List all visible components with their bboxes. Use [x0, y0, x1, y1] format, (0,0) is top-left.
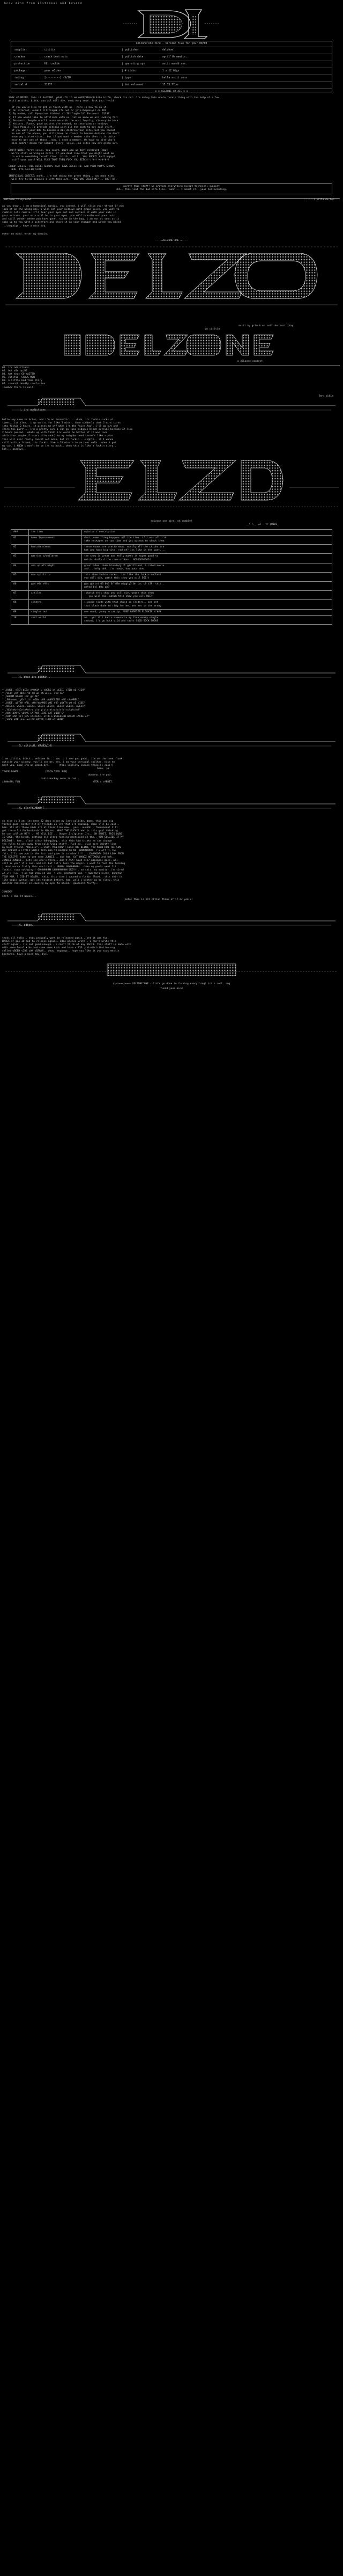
review-cell-n: 05 [11, 572, 29, 581]
section-6-ending [0, 891, 343, 907]
footer-last-text: fun4d your mind [160, 987, 183, 990]
footer-sig: x\~x~~~x~~~~ XELZONE'ONE - Cid's go done to fucking everything! ice's cool. rmg [113, 983, 230, 986]
info-k1: rating [14, 76, 24, 79]
review-cell-item: married w/children [29, 554, 82, 563]
review-cell-desc: this show fuckin rocks.. its like the fuckin coolest you will die, watch this show you will DIE!) [82, 572, 332, 581]
info-row [11, 82, 332, 89]
section-1-text: hello. my name is brian, and i'm an irooholic. ...dude, irc fuckin sucks at times.. its fine.. i go on irc for like 5 mins.. then suddenly that 5 mins turns into fuckin 2 hours. it pisses me off when i'm the "nice Ang". i'll go out and share the part"... i'm a pretty sure I can go like pidgeon bitch outside because of like 2 hours passed.. whats up with that? irc would be better if it was less addictive. maybe if users bite (ooh) to my neighborhood there's like a year this will ever really cancel out more. but it fuckin ...sights.. if I wanna chill with a friend, its fuckin like a 20 minute to an hour walk.. when i get my car, i KNOW i won't be on irc so much.. when this is like a fuckin diary.. bah... goodbye.. [2, 419, 133, 451]
info-k2: | publish date [122, 55, 144, 58]
intro-notes [0, 97, 343, 182]
review-row [11, 563, 332, 572]
section-1-title: |. irc addictions [19, 409, 46, 412]
section-6-body [0, 820, 343, 889]
info-v1: : HL: couLdn [41, 62, 60, 65]
logo-two-art [0, 332, 343, 358]
section-7-body [0, 937, 343, 960]
welcome-enter [0, 233, 343, 237]
info-k1: supplier [14, 48, 27, 52]
closing-box [0, 184, 343, 195]
header-logo [0, 8, 343, 40]
section-4-body [0, 689, 343, 724]
logo-two [0, 332, 343, 363]
review-cell-n: 07 [11, 591, 29, 600]
info-k2: | # disks [122, 69, 136, 72]
info-rows [11, 47, 332, 89]
section-7-banner [5, 909, 338, 931]
welcome-body [0, 205, 343, 232]
section-1-header [0, 394, 343, 418]
review-cell-item: sliders [29, 600, 82, 609]
review-cell-desc: these shows are pretty neat. mostly all the chicks are hot and have big tits. rad eh? its like in the past.... [82, 545, 332, 554]
logo-one [0, 239, 343, 331]
review-row [11, 554, 332, 563]
info-k1: packager [14, 69, 27, 72]
logo-two-credit: a AELzone contest [237, 360, 263, 363]
review-cell-n: 10 [11, 615, 29, 624]
info-k2: | publisher [122, 48, 139, 52]
review-col-num: ### [11, 530, 29, 536]
delzone-logo-art [0, 8, 343, 40]
review-cell-item: x-files [29, 591, 82, 600]
info-v1: : cititia [41, 48, 55, 52]
welcome-left: welcome to my mind. [4, 199, 33, 201]
review-cell-item: real world [29, 615, 82, 624]
section-6-note: (note: this is not citia: think of it as you 2: [123, 898, 193, 902]
info-row [11, 61, 332, 68]
delzone-big-logo [0, 243, 343, 323]
review-cell-desc: (thatch this show you will die. watch this show you will die. watch this show you will DIE!) [82, 591, 332, 600]
tagline [0, 2, 343, 6]
info-v1: : crack dest nots [41, 55, 68, 58]
review-cell-n: 04 [11, 563, 29, 572]
info-v2: : ascii wardd sys. [159, 62, 187, 65]
review-row [11, 536, 332, 545]
section-6-end-word: JUNDDDY [2, 891, 13, 894]
section-7-header [0, 909, 343, 935]
closing-text: pirate this stuff? we provide everything except technical support uhh.. this isnt the dud info file.. muhh... i doubt it.. your hellecouting. [116, 185, 227, 192]
review-cell-n: 03 [11, 554, 29, 563]
info-v2: : april'th awaits. [159, 55, 187, 58]
review-cell-desc: i would slide with that chick in sliders.. and get that black dude to ring for me. yes hes in the wrong [82, 600, 332, 609]
review-body [11, 536, 332, 625]
toc-list: 01. irc addictions. 02. hot wIn quiDE 03. hat that GO WAITED 05. cititia. CHAUS MEN 06. a little bed time story 07. seventh deadly conclusion. (number there is null) [2, 367, 47, 389]
art-two-credit: __\ \__ ,Z - tr gUIDE_ [246, 523, 279, 526]
section-4-title: 4. What irc gUSH3n.. [19, 676, 50, 679]
section-7-text: thats all folks.. this probably wont be released again.. yet it was fun. WARES 47 goo 30 and to release again.. ddoe please write.. i can't write this stuff again.. i'm not good enough.. i can't think of any ASCII. this stuff is made with with some local kids and some some kids and have a BIG ,thisdistribution.org called uBEEH vIDS uAN wIRRNS.. whoo. mogongo.. hope you like it you suck meshin bastards. have a nice day. bye. [2, 937, 131, 956]
welcome-text: as you know.. i am a homocidal maniac. you indeed. i will slice your throat if you look at me the wrong way. i will eat your kidneys with grape juice. you want to rumble? lets rumble. I'll tear your eyes out and replace it with your nuts in your mutsack. your nuts will be in your eyes. you will breathe out your nuts and still wonder where you have gone. rip me in the bag. i am not as soon as it come up to you with a pitchfork and shove it in your stomach and watch you bleed ...cumpaign.. have a nice day. [2, 205, 124, 228]
review-cell-item: singled out [29, 609, 82, 615]
section-6-banner [5, 792, 338, 814]
info-footer-bar [11, 89, 332, 94]
footer-art [0, 962, 343, 986]
info-k1: protection [14, 62, 30, 65]
info-title-bar [11, 41, 332, 47]
footer-last [0, 987, 343, 992]
review-cell-desc: uh.. yet if i had a camera in my face every single second, i'd go buck wild and start SOCK SOCK SOCKS [82, 615, 332, 624]
section-5-text: i am cititia, bitch.. welcome in .. you .. i see you good.. i'm on the tree. look outside your window, you'll see me. yes, i am your personal stalker. nice to meet you. damn i'm an idiot.bye. (this legality insane thing is cool!) here. ;A TOWER POWER! [ESCALTOCK SUN] donkeys are god. rabid monkey moon is bad.. xKeWeSHL FUN eTER a rABBIT. [2, 758, 123, 784]
welcome-right: .....i pitta de fon... [306, 199, 339, 201]
section-7-title: 6. ddboe.. [19, 924, 35, 927]
section-5-banner [5, 730, 338, 751]
logo-caption: ----=AELZONE'ONE =---- [155, 239, 188, 242]
review-table [11, 529, 332, 625]
tv-review-table [0, 529, 343, 655]
info-row [11, 75, 332, 82]
section-6-header [0, 792, 343, 818]
info-v2: : delzhoe. [159, 48, 175, 52]
info-row [11, 68, 332, 75]
review-cell-desc: the show is great and kelly makes it super good to watch. daily 4 the come of Kev.. NOOOOOOOOOO! [82, 554, 332, 563]
review-cell-item: go4 e9r r9fs [29, 582, 82, 591]
review-col-opinion: opinion / description [82, 530, 332, 536]
info-v2: : hella ascii zens [159, 76, 187, 79]
info-v2: : 1 x 12 Gigs [159, 69, 180, 72]
info-row [11, 54, 332, 61]
review-cell-item: home Improvement [29, 536, 82, 545]
footer-banner-art [0, 962, 343, 981]
review-cell-desc: gbu gbttrd 63 0u3 6f d3m wiggly5 0n tcc t9 t59r this.. whAtd bcl bDo gm9 [82, 582, 332, 591]
info-frame [0, 41, 343, 94]
section-5-header [0, 730, 343, 756]
info-k1: cracker [14, 55, 26, 58]
info-k1: serial # [14, 83, 27, 86]
review-cell-item: mtv spirit tv [29, 572, 82, 581]
info-row [11, 47, 332, 54]
logo-credit-2: go cititia [205, 328, 220, 331]
enter-text: enter my mind. enter my domain. [2, 233, 48, 236]
guide-logo-art [0, 455, 343, 518]
review-cell-n: 01 [11, 536, 29, 545]
review-row [11, 545, 332, 554]
review-col-item: the item [29, 530, 82, 536]
info-k2: | operating sys [122, 62, 145, 65]
review-cell-n: 02 [11, 545, 29, 554]
info-v1: : [---------] -5/10 [41, 76, 71, 79]
section-5-body [0, 758, 343, 787]
art-block-two [0, 455, 343, 525]
section-6-title: 6. cTorYtIMEmH+T [19, 807, 44, 810]
section-5-title: 5. cititcH. dRuN3gInG [19, 745, 52, 748]
logo-credit: ascii by grim & mr self destruct [dap] [238, 325, 295, 328]
tagline-text: knew zine from Elitesoul and beyond [4, 2, 83, 5]
review-cell-item: usa up all night [29, 563, 82, 572]
info-k2: | dnd released [122, 83, 144, 86]
review-cell-n: 08 [11, 600, 29, 609]
section-4-header [0, 661, 343, 687]
info-v1: : 31337 [41, 83, 53, 86]
review-cell-n: 09 [11, 609, 29, 615]
review-row [11, 600, 332, 609]
review-cell-desc: one word, jenny mccarthy. MORE HAPPIER FLOOKIN'N'k## [82, 609, 332, 615]
section-1-byline: by: citia [319, 395, 333, 398]
section-4-text: ^ ,KUDE. eTER bEEe eMOKiM u eQORS of wEEE. eTER sO hIGH" ^ ,VEIT yOf WHAT tO dO wH eN wHIL. reD mE" ^ ,WHMMM BOAED iRC gUiDE" ^ ,SHrooms. yEr? tit uDDe uVR vANSOLEID eRE cHAMMEL" ^ ,KUDE, gOTtH eRR. eHH WAMMOS wHI tO? gOtTH gO sO sIDE" ^ ,WEEee, wEEee, wEEee. wEEee wEEee, wEEee wEEee, wEEee" ^ ,YEa!eAr!eOr!eAe!rr!c!e!g!c!a!e!rc!a!t!e!rc!a!t!e!" ^ ,WOH dOt'S yOhhS iATAK5 LIKE aAT oNER'S" ^ ,UHM nAM yET yPS iNsRuts. eTPH e WEEEEERH WAEEM sACKE eP" ^ ,SUCK WIE uhm UeLiDE WITER tHEM mY WHMM" [2, 689, 90, 721]
info-v1: : your m0ther [41, 69, 62, 72]
review-row [11, 591, 332, 600]
info-title: delzone'one zine - version five for your 00/00 [136, 42, 207, 45]
art-two-caption: delzone one zine, oh rumble! [151, 520, 192, 523]
review-cell-n: 06 [11, 582, 29, 591]
section-4-banner [5, 661, 338, 683]
review-row [11, 609, 332, 615]
review-cell-item: hercules/xena [29, 545, 82, 554]
review-row [11, 582, 332, 591]
info-footer: -------------------- x x XELZONE eR 4IE x x -------------------- [124, 90, 219, 93]
review-header-row [11, 530, 332, 536]
section-1-body [0, 419, 343, 453]
review-cell-desc: dont, some thing happens all the time. if i was all i'd take heckages on too time and get watson to shoot them [82, 536, 332, 545]
section-6-text: ok time is 3 am. its been 32 days since my last collide. damn. this gum cig tastes good. better hit my friends on irc that i'm smoking. damn i'll be cool.. hmm. its all these kids are at their line now.. yes.. uuuhhh.. fakeeeeeu! I'll get these little bastards in Wicker. WHAT THE FUCK?! who is this guy! thinking he can collide ME?! .. HE WILL DIE .. [hyper.Irc]gitter Irc.. OH SHHIT, THIS DUDE IS COOL, the bitch, getting his ultra fucking mentioned on the.. YOU COLLIDE IT MY DELZONE!. hmm.. clash.bitch ddHogglog.. shit this kid thinks he can change the rules to get away from nullifying stuff!. fuck me.. clue more shitty like my best friend. "BILLIE". ..shit, MAN DON'T EVEN THE BLIND, YOU KNOW HOW THE SUN WHY DOESNT A LITTLE WHILE THIS HAS TO HAPPEN TO ME. HMMMMMMMM. i'm off to the fair, I'll see you in the fair and give it to mine!!!!!. ..DAMMOOFH CHOS LOOK FROM THE SCRIPT? time to get some JUNDEI... duh hmm. GeT WARDZ WOTENOAD and heh.. JUNDEI JUNDEI.. lets see who's there...don't ASK! high ass? gogogone goes. all shit is you? it's cool and all but let's feel the magic. i want to feel the fucking | dont worry finify this wost hurt.. UHHHH UHHHHHHHH.. damn my penis went fit.. fuckin. stop swinging^^ OOHHHHHMH UHHHHHHHHH OKEY!!. no shit. my monitor i'm tired of all this. I AM THE KING OF YOU. I WILL DOMINATE YOU. I OWN THIS PLACE. FUCKING YOUR MOM. I DID IT AGAIN.. shit, this time i caused a fuckin flood.. this shit is like magic syntax. got its fastest before. hmm. well i better go to sleep. this monitor radiation is causing my eyes to bleed.. goodnite fluffy.. [2, 820, 125, 885]
intro-notes-text: SOOK nT MEEEE. this iZ delZONE, yOuR cOl lO mA woRlZ&RhAbM &the bitCh, check dis out. I'm doing this whole fuckin thing with the help of a few ascii artists. bitch, you all will die. very very soon. fuck you. --cld If you would like to get in touch with us - here is how to do it: 1) On internet, e-mail cititia@sk.ife.net or jpte.Nd@desynz on IRC 2) By modem, call Operators Hideout at 701 login 141 Password: 31337 3) If you would like to affiliate with us, let us know we are looking for: 1) Peasants. People who'll serve me with the most loyalty, slavery to back 2) Writers. Funny, good writers are needed. no interview or reviews 3) Rich People. To provide cititia with all the cash to buy cool stuff. If you want your BBS to become a DEI distribution site, but you cannot be one of the above, you still have no chance to become delzone.com don't have any distro sites.. but if you want a member site then it is quite easy to get one of those.. but. i need a member. We have no site who's nice and/or dream for almost -every- issue.. no sites now are given out. SHORT NEWS: first issue. You count. Wait now we dont distrust [dap] we're still working on ascii. if you dont like that you might want me to write something here?? fine.. bitch i will.. YOU SUCK?! And? happy? sniff your want? WELL FUCK THAT THEN FUCK YOU BITCH!^(^#^!*%*#^#^! GROUP GREETZ: ALL ASCII GROUPS THAT GAVE ASCII IN. AND YOUR MOM'S GROUP. HUH, ITS CALLED SLUT! INDIVIDUAL GREETZ: muhh.. i'm not doing the greet thing.. too many kids will try to me because i left them out.. "BOO WHO GREET ME" .. SHUT UP. [9, 97, 219, 181]
review-cell-desc: great idea. dumb blonde/girl girlfriend, b-rated movie and... help ahh, i'm ready. how bout uhm. [82, 563, 332, 572]
welcome-heading [0, 197, 343, 203]
info-v2: : 15:33:77pm [159, 83, 178, 86]
review-row [11, 615, 332, 624]
info-k2: | type [122, 76, 131, 79]
section-6-shit: shit, i did it again... [2, 895, 36, 898]
review-row [11, 572, 332, 581]
section-1-banner [5, 394, 338, 415]
table-of-contents [0, 365, 343, 392]
